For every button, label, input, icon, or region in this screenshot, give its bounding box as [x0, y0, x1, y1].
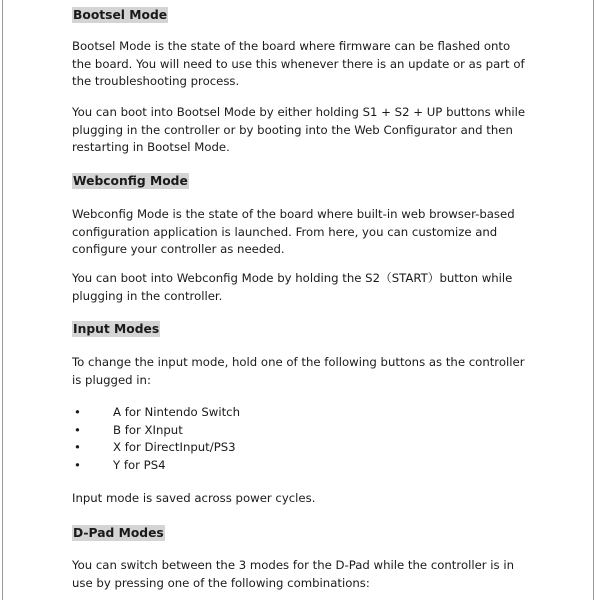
list-item	[72, 457, 532, 475]
input-modes-list	[72, 404, 532, 474]
list-item	[72, 439, 532, 457]
input-modes-note: Input mode is saved across power cycles.	[72, 491, 316, 505]
bootsel-paragraph-2: You can boot into Bootsel Mode by either holding S1 + S2 + UP buttons while plugging in the controller or by booting into the Web Configurator and then restarting in Bootsel Mode.	[72, 105, 526, 154]
list-item-text: Y for PS4	[113, 457, 166, 472]
bootsel-mode-heading: Bootsel Mode	[73, 8, 168, 22]
bullet-icon: •	[74, 440, 81, 454]
page-border-left	[2, 0, 3, 600]
bullet-icon: •	[74, 457, 81, 472]
webconfig-paragraph-1: Webconfig Mode is the state of the board where built-in web browser-based configuration application is launched. From here, you can customize and configure your controller as needed.	[72, 207, 515, 256]
list-item-text: A for Nintendo Switch	[113, 405, 240, 419]
webconfig-mode-heading: Webconfig Mode	[73, 174, 188, 188]
bootsel-paragraph-1: Bootsel Mode is the state of the board where firmware can be flashed onto the board. You will need to use this whenever there is an update or as part of the troubleshooting process.	[72, 39, 525, 88]
dpad-modes-heading: D-Pad Modes	[73, 526, 164, 540]
bullet-icon: •	[74, 422, 81, 437]
list-item	[72, 422, 532, 440]
list-item-text: X for DirectInput/PS3	[113, 440, 236, 454]
input-modes-heading: Input Modes	[73, 322, 160, 336]
page-border-right	[593, 0, 594, 600]
list-item-text: B for XInput	[113, 422, 183, 437]
dpad-modes-intro: You can switch between the 3 modes for the D-Pad while the controller is in use by pressing one of the following combinations:	[72, 558, 514, 590]
list-item	[72, 404, 532, 422]
bullet-icon: •	[74, 405, 81, 419]
input-modes-intro: To change the input mode, hold one of the following buttons as the controller is plugged in:	[72, 355, 525, 387]
webconfig-paragraph-2: You can boot into Webconfig Mode by holding the S2（START）button while plugging in the controller.	[72, 271, 513, 303]
